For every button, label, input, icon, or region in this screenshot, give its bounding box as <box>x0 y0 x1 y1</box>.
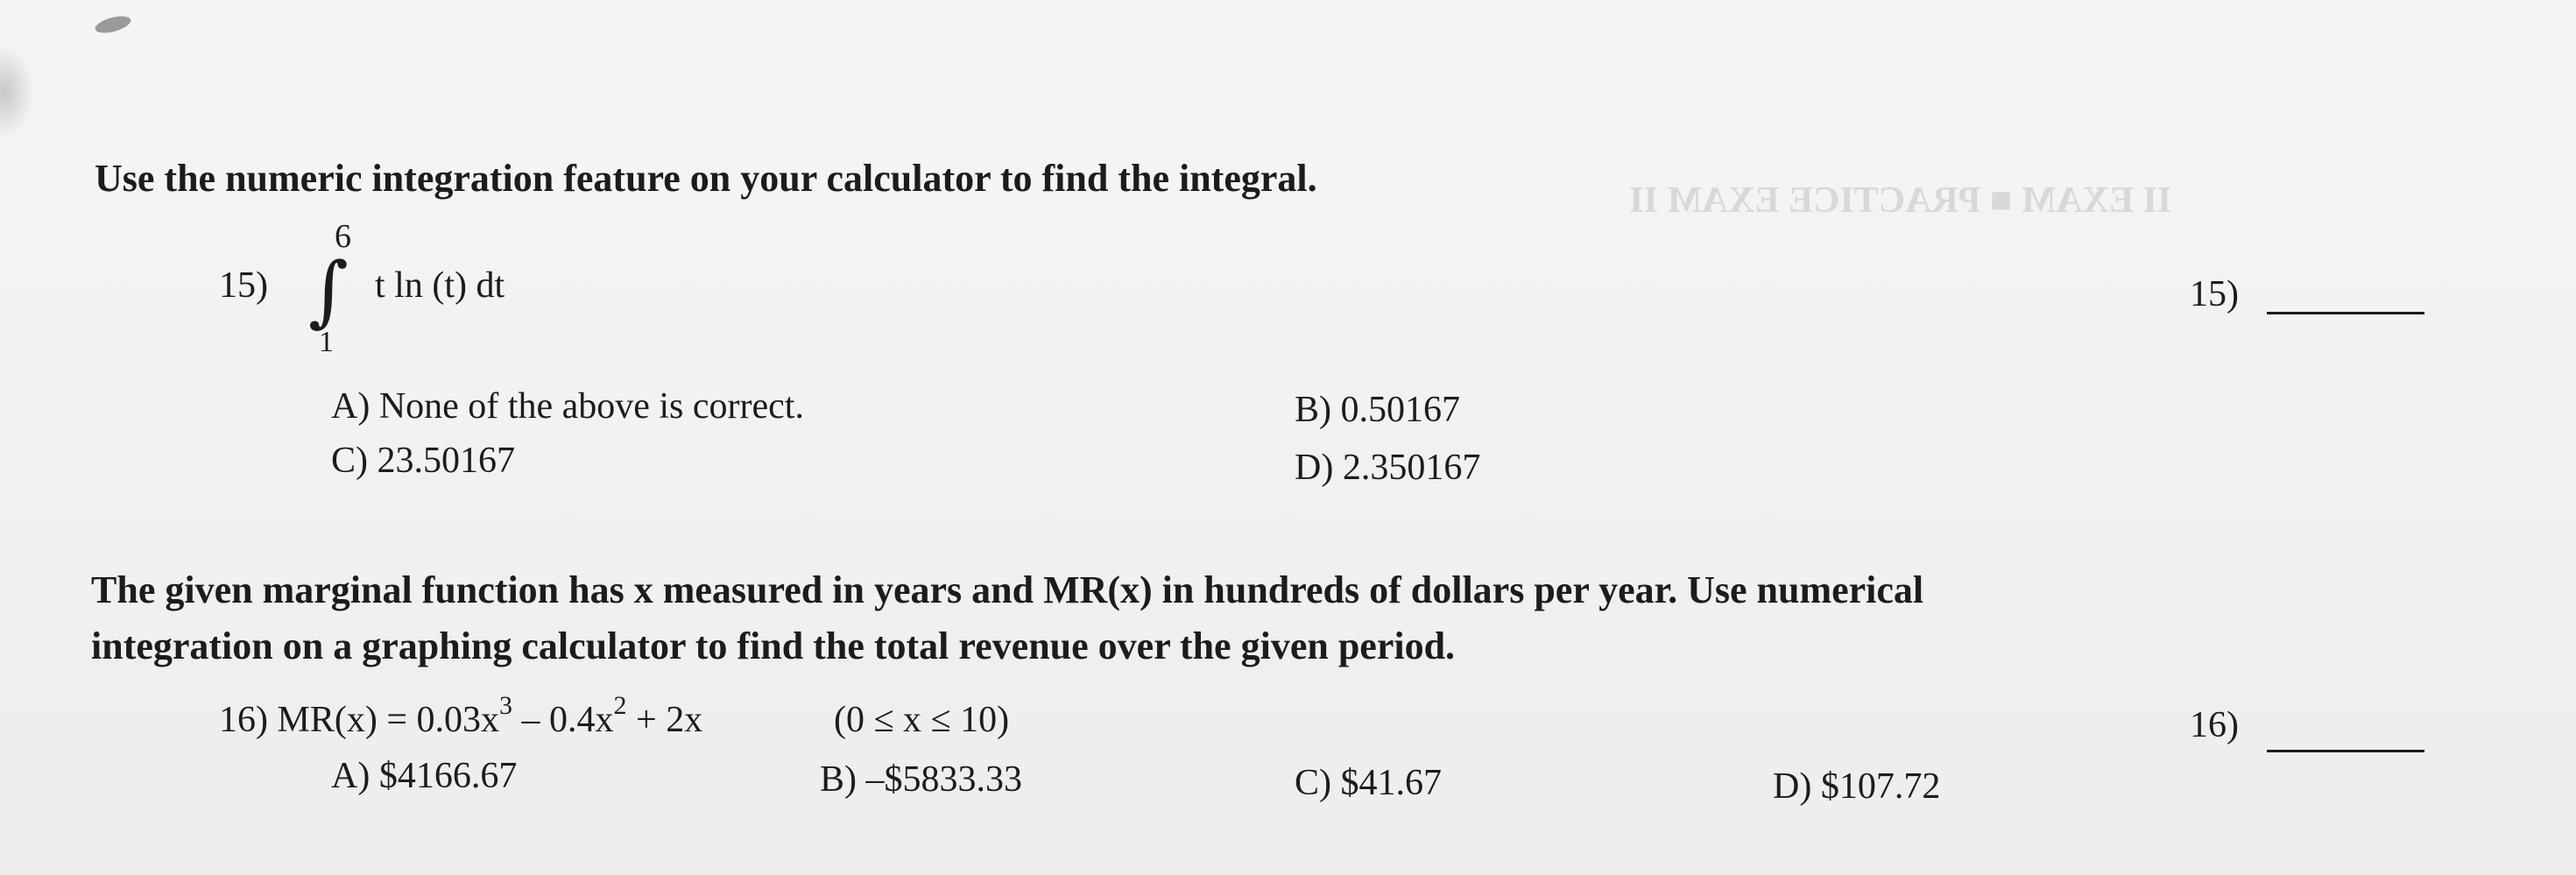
choice-15-b: B) 0.50167 <box>1295 390 1460 430</box>
ink-smudge <box>94 13 133 36</box>
choice-16-a: A) $4166.67 <box>331 756 518 796</box>
marginal-revenue-expression: $MR(x) = 0.03x^3 - 0.4x^2 + 2x$ <box>277 691 703 740</box>
question-16-line <box>219 691 703 741</box>
choice-16-c: C) $41.67 <box>1295 763 1442 803</box>
integrand: t ln (t) dt <box>375 265 505 306</box>
integral-upper-limit: 6 <box>335 218 351 255</box>
choice-16-d: D) $107.72 <box>1773 766 1941 807</box>
answer-15-blank <box>2267 312 2424 314</box>
choice-16-b: B) –$5833.33 <box>820 759 1022 800</box>
question-16-instruction-line-1: The given marginal function has x measured in years and MR(x) in hundreds of dollars per year. Use numerical <box>91 568 1924 611</box>
question-15-instruction: Use the numeric integration feature on your calculator to find the integral. <box>95 157 1317 200</box>
answer-16-label: 16) <box>2190 705 2239 745</box>
choice-15-a: A) None of the above is correct. <box>331 386 804 427</box>
choice-15-d: D) 2.350167 <box>1295 448 1481 488</box>
question-16-instruction-line-2: integration on a graphing calculator to find the total revenue over the given period. <box>91 624 1456 667</box>
integral-lower-limit: 1 <box>319 326 334 358</box>
integral-sign: ∫ <box>308 245 349 335</box>
question-16-domain: (0 ≤ x ≤ 10) <box>834 700 1010 740</box>
question-15-number: 15) <box>219 265 268 306</box>
bleed-through-text: II EXAM ■ PRACTICE EXAM II <box>1629 180 2172 221</box>
page-corner-shadow <box>0 44 35 140</box>
choice-15-c: C) 23.50167 <box>331 441 515 481</box>
answer-15-label: 15) <box>2190 274 2239 314</box>
answer-16-blank <box>2267 750 2424 752</box>
question-16-number: 16) <box>219 700 268 740</box>
